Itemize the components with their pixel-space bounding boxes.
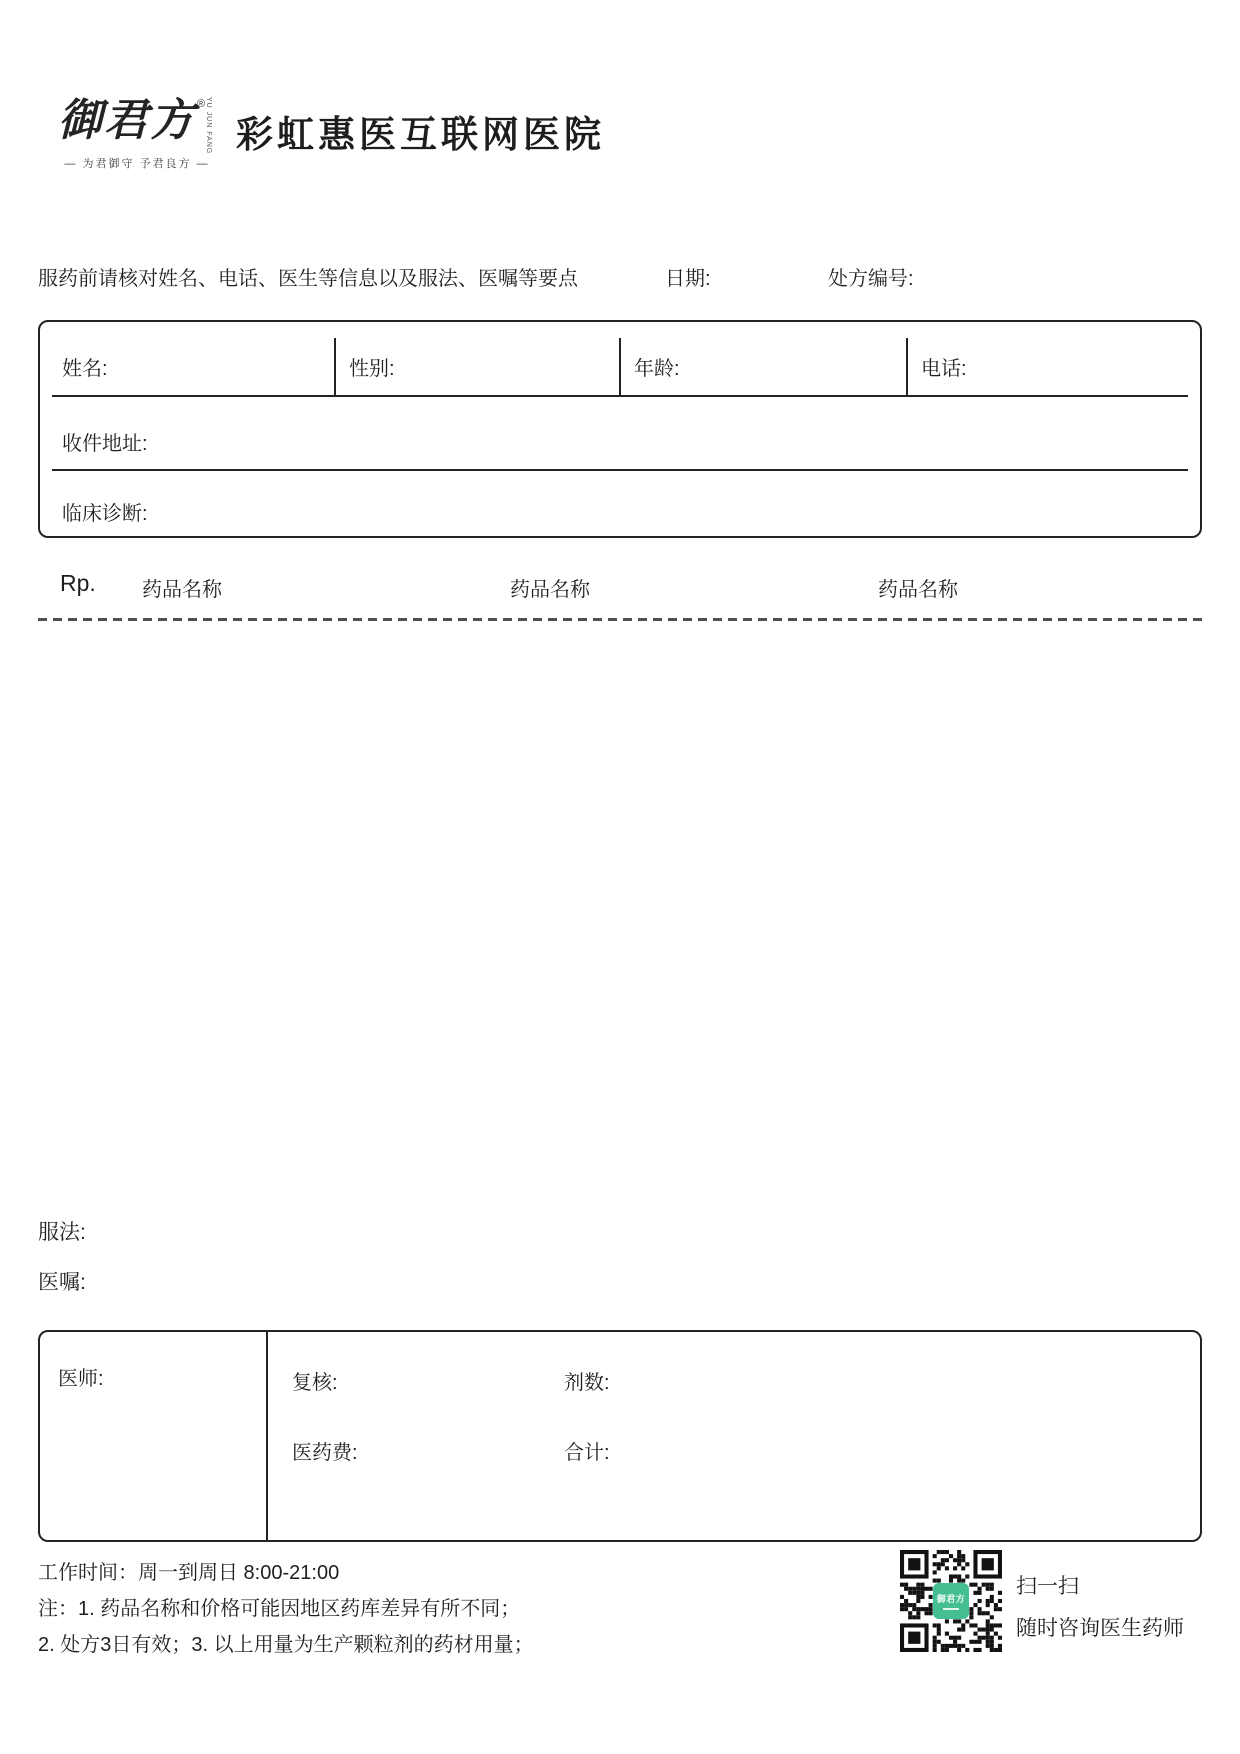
scan-qr-title: 扫一扫 xyxy=(1016,1575,1079,1598)
patient-age-field xyxy=(620,322,907,395)
registered-trademark-icon: ® xyxy=(197,98,206,110)
work-hours-text: 工作时间：周一到周日 8:00-21:00 xyxy=(38,1562,340,1584)
brand-logo xyxy=(58,84,228,171)
dashed-separator-line xyxy=(38,618,1202,621)
rp-label: Rp. xyxy=(60,570,96,596)
column-divider xyxy=(906,338,908,395)
qr-center-logo xyxy=(933,1583,969,1619)
usage-directions-label: 服法: xyxy=(38,1221,86,1244)
patient-gender-label: 性别: xyxy=(348,358,395,380)
footer-note-line-2: 2. 处方3日有效；3. 以上用量为生产颗粒剂的药材用量； xyxy=(38,1634,534,1656)
clinical-diagnosis-field xyxy=(40,471,1200,537)
patient-age-label: 年龄: xyxy=(634,358,680,380)
prescription-number-label: 处方编号: xyxy=(828,268,914,290)
patient-name-field xyxy=(40,322,335,395)
patient-gender-field xyxy=(335,322,620,395)
brand-logo-text: 御君方 xyxy=(58,95,196,146)
hospital-name-title: 彩虹惠医互联网医院 xyxy=(236,114,605,155)
reviewer-label: 复核: xyxy=(292,1372,338,1394)
patient-phone-label: 电话: xyxy=(921,358,967,380)
brand-pinyin-vertical-text: YU JUN FANG xyxy=(205,97,213,155)
patient-name-label: 姓名: xyxy=(62,358,108,380)
qr-center-logo-text: 御君方 xyxy=(936,1594,966,1604)
date-label: 日期: xyxy=(665,268,711,290)
drug-name-column-header-2: 药品名称 xyxy=(510,579,590,601)
verification-notice-text: 服药前请核对姓名、电话、医生等信息以及服法、医嘱等要点 xyxy=(38,268,578,290)
dose-count-label: 剂数: xyxy=(564,1372,610,1394)
drug-name-column-header-1: 药品名称 xyxy=(142,579,222,601)
patient-info-box xyxy=(38,320,1202,538)
patient-phone-field xyxy=(907,322,1200,395)
doctor-label: 医师: xyxy=(58,1368,104,1390)
column-divider xyxy=(266,1332,268,1540)
patient-info-row xyxy=(40,322,1200,395)
shipping-address-label: 收件地址: xyxy=(62,433,148,455)
total-label: 合计: xyxy=(564,1442,610,1464)
clinical-diagnosis-label: 临床诊断: xyxy=(62,503,148,525)
column-divider xyxy=(619,338,621,395)
footer-note-line-1: 注：1. 药品名称和价格可能因地区药库差异有所不同； xyxy=(38,1598,521,1620)
qr-code xyxy=(900,1550,1002,1652)
shipping-address-field xyxy=(40,397,1200,469)
brand-logo-row xyxy=(58,84,228,155)
medicine-fee-label: 医药费: xyxy=(292,1442,358,1464)
doctor-advice-label: 医嘱: xyxy=(38,1271,86,1294)
prescription-items-blank-area xyxy=(38,624,1202,1194)
brand-tagline: — 为君御守 予君良方 — xyxy=(64,158,210,170)
drug-name-column-header-3: 药品名称 xyxy=(878,579,958,601)
signature-box xyxy=(38,1330,1202,1542)
qr-center-logo-bar xyxy=(943,1608,959,1610)
scan-qr-subtitle: 随时咨询医生药师 xyxy=(1016,1617,1184,1640)
column-divider xyxy=(334,338,336,395)
